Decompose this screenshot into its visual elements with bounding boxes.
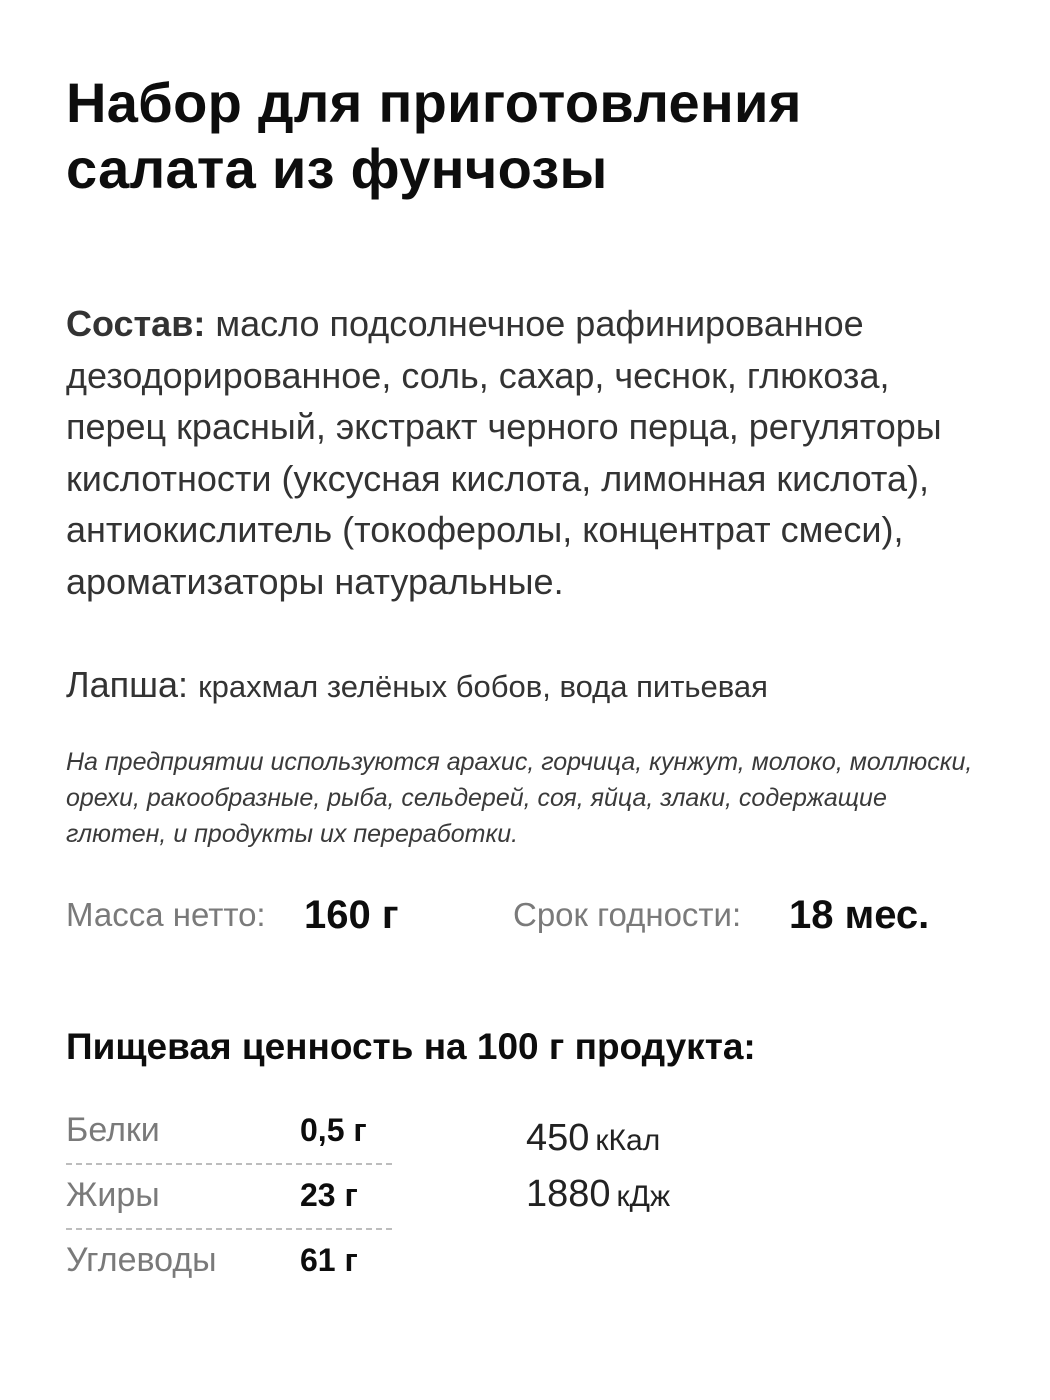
- nutrition-value: 61 г: [300, 1242, 358, 1278]
- energy-kj-unit: кДж: [616, 1180, 671, 1213]
- composition-block: [66, 298, 996, 607]
- nutrition-value: 0,5 г: [300, 1112, 367, 1148]
- nutrition-value: 23 г: [300, 1177, 358, 1213]
- nutrition-row-fat: [66, 1165, 392, 1230]
- energy-kj-value: 1880: [526, 1173, 611, 1215]
- nutrition-name: Жиры: [66, 1176, 160, 1214]
- noodle-block: [66, 658, 996, 714]
- energy-kj: [526, 1166, 926, 1222]
- net-weight-value: 160 г: [304, 893, 399, 937]
- nutrition-table: [66, 1100, 392, 1293]
- energy-values: [526, 1110, 926, 1222]
- energy-kcal: [526, 1110, 926, 1166]
- nutrition-title: Пищевая ценность на 100 г продукта:: [66, 1026, 756, 1067]
- noodle-label: Лапша:: [66, 664, 189, 705]
- shelf-life-label: Срок годности:: [513, 896, 742, 933]
- nutrition-row-protein: [66, 1100, 392, 1165]
- shelf-life-value: 18 мес.: [789, 893, 930, 937]
- composition-text: масло подсолнечное рафинированное дезодорированное, соль, сахар, чеснок, глюкоза, перец красный, экстракт черного перца, регуляторы кислотности (уксусная кислота, лимонная кислота), антиокислитель (токоферолы, концентрат смеси), ароматизаторы натуральные.: [66, 303, 942, 602]
- energy-kcal-unit: кКал: [595, 1124, 661, 1157]
- composition-label: Состав:: [66, 303, 206, 344]
- nutrition-name: Углеводы: [66, 1241, 217, 1279]
- nutrition-row-carbs: [66, 1230, 392, 1293]
- nutrition-name: Белки: [66, 1111, 160, 1149]
- product-title: Набор для приготовления салата из фунчозы: [66, 71, 802, 200]
- allergen-note: На предприятии используются арахис, горчица, кунжут, молоко, моллюски, орехи, ракообразные, рыба, сельдерей, соя, яйца, злаки, содержащие глютен, и продукты их переработки.: [66, 748, 973, 848]
- noodle-text: крахмал зелёных бобов, вода питьевая: [198, 669, 768, 704]
- net-weight-label: Масса нетто:: [66, 896, 266, 933]
- energy-kcal-value: 450: [526, 1117, 590, 1159]
